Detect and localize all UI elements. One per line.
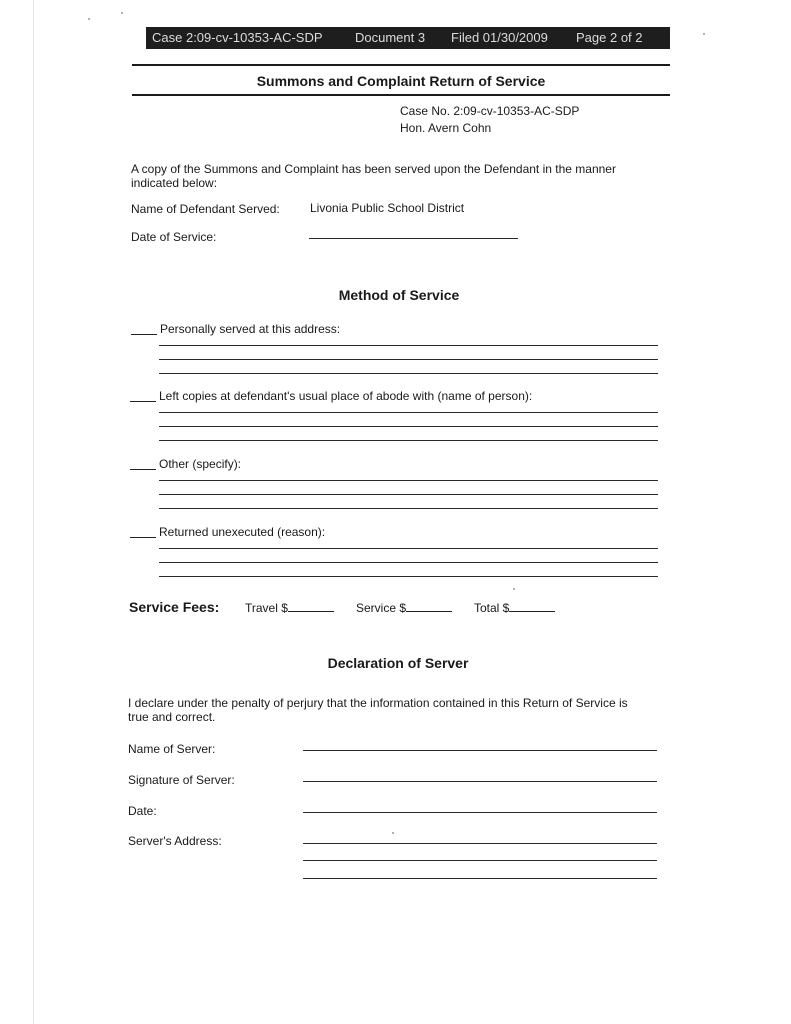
- method-detail-line[interactable]: [159, 562, 658, 563]
- intro-line-1: A copy of the Summons and Complaint has been served upon the Defendant in the manner: [131, 162, 616, 176]
- header-case: Case 2:09-cv-10353-AC-SDP: [152, 30, 323, 45]
- travel-fee-label: Travel $: [245, 601, 288, 615]
- travel-fee: [245, 600, 334, 615]
- server-address-field[interactable]: [303, 878, 657, 879]
- case-number: Case No. 2:09-cv-10353-AC-SDP: [400, 104, 580, 118]
- server-signature-label: Signature of Server:: [128, 773, 235, 787]
- scan-speck: [121, 12, 123, 14]
- service-fee-field[interactable]: [406, 600, 452, 612]
- total-fee-field[interactable]: [509, 600, 555, 612]
- method-option-label: Returned unexecuted (reason):: [159, 525, 326, 539]
- judge-name: Hon. Avern Cohn: [400, 121, 492, 135]
- method-detail-line[interactable]: [159, 576, 658, 577]
- date-of-service-field[interactable]: [309, 238, 518, 239]
- scan-speck: [88, 18, 90, 20]
- method-detail-line[interactable]: [159, 345, 658, 346]
- server-name-field[interactable]: [303, 750, 657, 751]
- server-address-field[interactable]: [303, 860, 657, 861]
- method-detail-line[interactable]: [159, 508, 658, 509]
- declaration-line-1: I declare under the penalty of perjury that the information contained in this Return of Service is: [128, 696, 628, 710]
- method-detail-line[interactable]: [159, 548, 658, 549]
- method-option-checkbox[interactable]: [131, 334, 157, 335]
- title-top-rule: [132, 64, 670, 66]
- date-of-service-label: Date of Service:: [131, 230, 217, 244]
- method-detail-line[interactable]: [159, 440, 658, 441]
- total-fee-label: Total $: [474, 601, 510, 615]
- method-option-label: Personally served at this address:: [160, 322, 341, 336]
- scan-speck: [392, 832, 394, 834]
- filing-header-bar: [146, 27, 670, 49]
- service-fees-label: Service Fees:: [129, 599, 220, 615]
- header-document: Document 3: [355, 30, 426, 45]
- method-detail-line[interactable]: [159, 373, 658, 374]
- declaration-line-2: true and correct.: [128, 710, 216, 724]
- server-address-field[interactable]: [303, 843, 657, 844]
- declaration-date-field[interactable]: [303, 812, 657, 813]
- declaration-heading: Declaration of Server: [327, 655, 469, 671]
- method-detail-line[interactable]: [159, 412, 658, 413]
- page-title: Summons and Complaint Return of Service: [256, 73, 546, 89]
- scan-speck: [703, 33, 705, 35]
- method-option-checkbox[interactable]: [130, 537, 156, 538]
- title-bottom-rule: [132, 94, 670, 96]
- method-detail-line[interactable]: [159, 426, 658, 427]
- server-address-label: Server's Address:: [128, 834, 222, 848]
- method-option-checkbox[interactable]: [130, 401, 156, 402]
- server-name-label: Name of Server:: [128, 742, 216, 756]
- travel-fee-field[interactable]: [288, 600, 334, 612]
- header-page: Page 2 of 2: [576, 30, 643, 45]
- service-fee: [356, 600, 452, 615]
- method-option-checkbox[interactable]: [130, 469, 156, 470]
- server-signature-field[interactable]: [303, 781, 657, 782]
- method-detail-line[interactable]: [159, 480, 658, 481]
- method-heading: Method of Service: [338, 287, 460, 303]
- defendant-label: Name of Defendant Served:: [131, 202, 280, 216]
- scan-margin-line: [33, 0, 34, 1024]
- service-fee-label: Service $: [356, 601, 407, 615]
- method-detail-line[interactable]: [159, 494, 658, 495]
- method-detail-line[interactable]: [159, 359, 658, 360]
- method-option-label: Other (specify):: [159, 457, 242, 471]
- defendant-value: Livonia Public School District: [310, 201, 465, 215]
- total-fee: [474, 600, 555, 615]
- declaration-date-label: Date:: [128, 804, 157, 818]
- header-filed: Filed 01/30/2009: [451, 30, 548, 45]
- intro-line-2: indicated below:: [131, 176, 218, 190]
- scan-speck: [513, 588, 515, 590]
- method-option-label: Left copies at defendant's usual place of abode with (name of person):: [159, 389, 533, 403]
